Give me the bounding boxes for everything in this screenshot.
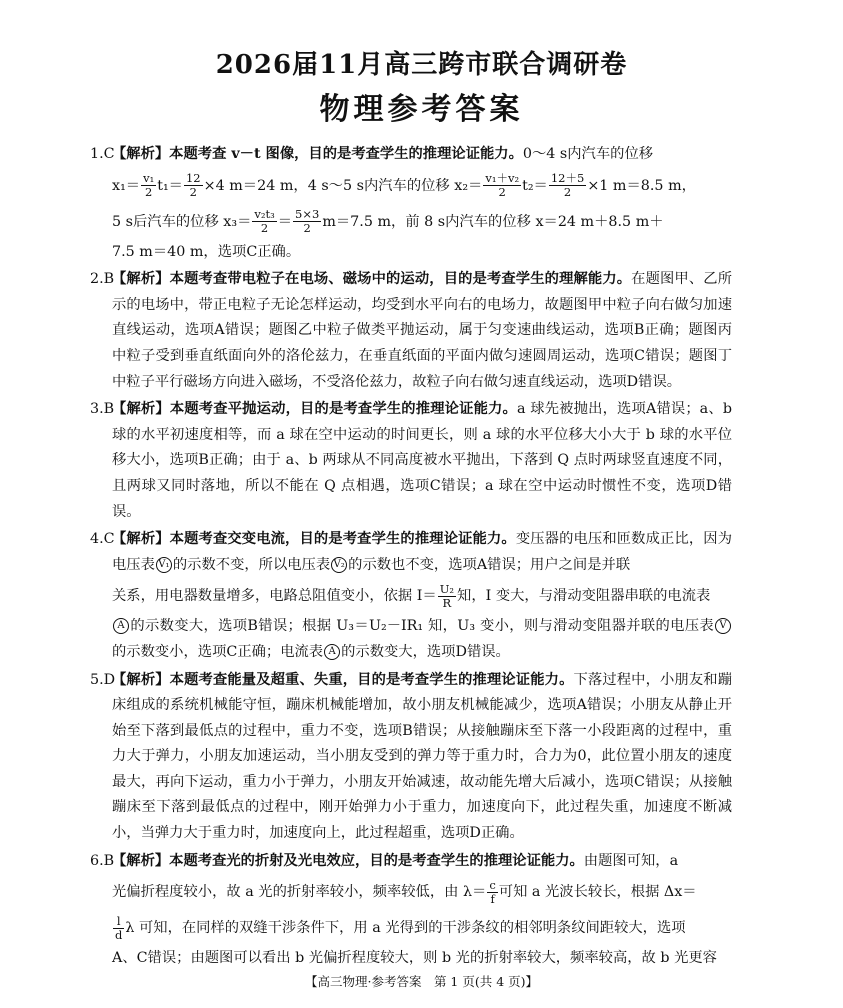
fraction: $\frac{12}{2}$ [185, 171, 201, 200]
formula-line: x₁＝ $\frac{\text{v₁}}{2}$ t₁＝ $\frac{12}{2}$ ×4 m＝24 m，4 s～5 s内汽车的位移 x₂＝ $\frac{\text{v₁＋v₂}}{2}$ t₂＝ $\frac{12+5}{2}$ ×1 m＝8.5 m， [112, 171, 696, 200]
answer-number: 2.B [90, 271, 115, 288]
analysis-body: 下落过程中，小朋友和蹦床组成的系统机械能守恒，蹦床机械能增加，故小朋友机械能减少，选项A错误；小朋友从静止开始至下落到最低点的过程中，重力不变，选项B错误；从接触蹦床至下落一小段距离的过程中，重力大于弹力，小朋友加速运动，当小朋友受到的弹力等于重力时，合力为0，此位置小朋友的速度最大，再向下运动，重力小于弹力，小朋友开始减速，故动能先增大后减小，选项C错误；从接触蹦床至下落到最低点的过程中，刚开始弹力小于重力，加速度向下，此过程失重，加速度不断减小，当弹力大于重力时，加速度向上，此过程超重，选项D正确。 [112, 671, 732, 842]
fraction: $\frac{\text{v₁}}{2}$ [143, 171, 155, 200]
fraction: $\frac{\text{U₂}}{R}$ [439, 581, 455, 610]
answer-number: 3.B [90, 401, 115, 418]
page-footer: 【高三物理·参考答案 第 1 页(共 4 页)】 [304, 974, 539, 989]
answer-number: 4.C [90, 531, 115, 548]
analysis-heading: 【解析】本题考查平抛运动，目的是考查学生的推理论证能力。 [112, 401, 518, 418]
fraction: $\frac{\text{v₂t₃}}{2}$ [254, 207, 275, 236]
answer-number: 6.B [90, 852, 115, 869]
answer-item-5 [90, 668, 732, 847]
formula-line: 关系，用电器数量增多，电路总阻值变小，依据 I＝ $\frac{\text{U₂}}{R}$ 知，I 变大，与滑动变阻器串联的电流表 [112, 581, 711, 610]
fraction: $\frac{5\times 3}{2}$ [295, 207, 320, 236]
analysis-body: a 球先被抛出，选项A错误；a、b 球的水平初速度相等，而 a 球在空中运动的时间更长，则 a 球的水平位移大小大于 b 球的水平位移大小，选项B正确；由于 a、b 两球从不同高度被水平抛出，下落到 Q 点时两球竖直速度不同，且两球又同时落地，所以不能在 Q 点相遇，选项C错误；a 球在空中运动时惯性不变，选项D错误。 [112, 401, 732, 520]
formula-line: 5 s后汽车的位移 x₃＝ $\frac{\text{v₂t₃}}{2}$ ＝ $\frac{5\times 3}{2}$ m＝7.5 m，前 8 s内汽车的位移 x＝24 m＋8.5 m＋ [112, 207, 664, 236]
answer-item-1: 1.C 【解析】本题考查 v－t 图像，目的是考查学生的推理论证能力。0～4 s内汽车的位移 x₁＝ $\frac{\text{v₁}}{2}$ t₁＝ $\frac{12}{2}$ ×4 m＝24 m，4 s～5 s内汽车的位移 x₂＝ $\frac{\text{v₁＋v₂}}{2}$ t₂＝ $\frac{12+5}{2}$ ×1 m＝8.5 m， 5 s后汽车的位移 x₃＝ $\frac{\text{v₂t₃}}{2}$ ＝ $\frac{5\times 3}{2}$ m＝7.5 m，前 8 s内汽车的位移 x＝24 m＋8.5 m＋ 7.5 m＝40 m，选项C正确。 [112, 142, 732, 265]
answer-number: 1.C [90, 146, 115, 162]
ammeter-symbol: A [113, 618, 129, 634]
answer-item-6: 6.B 【解析】本题考查光的折射及光电效应，目的是考查学生的推理论证能力。由题图可知，a 光偏折程度较小，故 a 光的折射率较小，频率较低，由 λ＝ $\frac{c}{f}$ 可知 a 光波长较长，根据 Δx＝ $\frac{l}{d}$ λ 可知，在同样的双缝干涉条件下，用 a 光得到的干涉条纹的相邻明条纹间距较大，选项 A、C错误；由题图可以看出 b 光偏折程度较大，则 b 光的折射率较大，频率较高，故 b 光更容 [112, 849, 732, 972]
answer-conclusion: 7.5 m＝40 m，选项C正确。 [112, 243, 301, 260]
answer-item-3 [90, 397, 732, 525]
analysis-heading: 【解析】本题考查交变电流，目的是考查学生的推理论证能力。 [112, 531, 516, 548]
analysis-heading: 【解析】本题考查 v－t 图像，目的是考查学生的推理论证能力。 [112, 146, 523, 162]
voltmeter-symbol: V [715, 618, 731, 634]
fraction: $\frac{l}{d}$ [115, 913, 123, 942]
answer-number: 5.D [90, 671, 116, 688]
answer-item-2 [90, 267, 732, 395]
voltmeter-v2-symbol: V₂ [331, 557, 347, 573]
voltmeter-v1-symbol: V₁ [156, 557, 172, 573]
analysis-body: 在题图甲、乙所示的电场中，带正电粒子无论怎样运动，均受到水平向右的电场力，故题图甲中粒子向右做匀加速直线运动，选项A错误；题图乙中粒子做类平抛运动，属于匀变速曲线运动，选项B正确；题图丙中粒子受到垂直纸面向外的洛伦兹力，在垂直纸面的平面内做匀速圆周运动，选项C错误；题图丁中粒子平行磁场方向进入磁场，不受洛伦兹力，故粒子向右做匀速直线运动，选项D错误。 [112, 271, 732, 390]
ammeter-symbol: A [324, 644, 340, 660]
fraction: $\frac{c}{f}$ [489, 877, 496, 906]
analysis-heading: 【解析】本题考查光的折射及光电效应，目的是考查学生的推理论证能力。 [112, 852, 584, 869]
analysis-heading: 【解析】本题考查带电粒子在电场、磁场中的运动，目的是考查学生的理解能力。 [112, 271, 632, 288]
fraction: $\frac{12+5}{2}$ [550, 171, 585, 200]
fraction: $\frac{\text{v₁＋v₂}}{2}$ [485, 171, 520, 200]
analysis-heading: 【解析】本题考查能量及超重、失重，目的是考查学生的推理论证能力。 [112, 671, 574, 688]
formula-line: $\frac{l}{d}$ λ 可知，在同样的双缝干涉条件下，用 a 光得到的干涉条纹的相邻明条纹间距较大，选项 [115, 913, 686, 942]
answer-content [90, 142, 733, 974]
formula-line: 光偏折程度较小，故 a 光的折射率较小，频率较低，由 λ＝ $\frac{c}{f}$ 可知 a 光波长较长，根据 Δx＝ [112, 877, 697, 906]
exam-title: 2026届11月高三跨市联合调研卷 [215, 50, 628, 80]
answer-item-4: 4.C 【解析】本题考查交变电流，目的是考查学生的推理论证能力。变压器的电压和匝数成正比，因为电压表 V₁ 的示数不变，所以电压表 V₂ 的示数也不变，选项A错误；用户之间是并联 关系，用电器数量增多，电路总阻值变小，依据 I＝ $\frac{\text{U₂}}{R}$ 知，I 变大，与滑动变阻器串联的电流表 A 的示数变大，选项B错误；根据 U₃＝U₂－IR₁ 知，U₃ 变小，则与滑动变阻器并联的电压表 V的示数变小，选项C正确；电流表 A 的示数变大，选项D错误。 [112, 527, 732, 665]
answer-key-title: 物理参考答案 [319, 92, 524, 127]
